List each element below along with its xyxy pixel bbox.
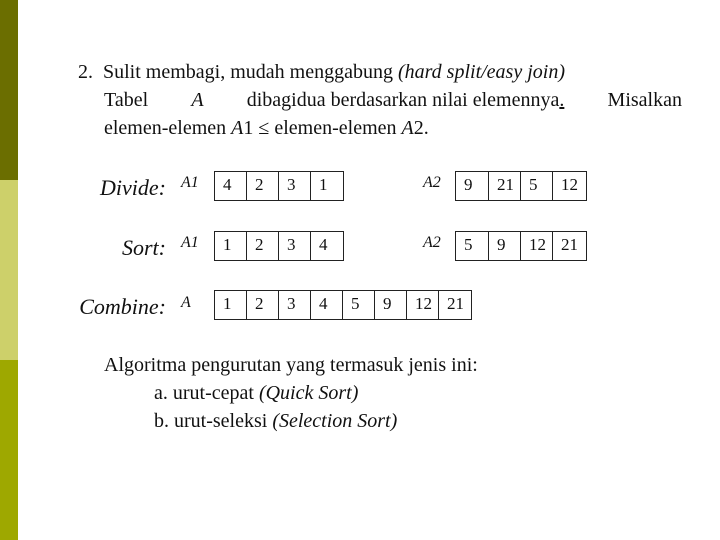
table-cell: 1 — [215, 291, 247, 319]
sort-left-name: A1 — [181, 234, 199, 251]
sort-label: Sort: — [122, 235, 166, 260]
table-cell: 5 — [521, 172, 553, 200]
table-cell: 21 — [561, 235, 578, 254]
algo-title: Algoritma pengurutan yang termasuk jenis ini: — [104, 354, 478, 376]
algo-a-text: a. urut-cepat — [154, 382, 254, 404]
desc2-a: elemen-elemen — [104, 117, 227, 139]
desc-body: dibagidua berdasarkan nilai elemennya — [246, 89, 560, 111]
table-cell: 5 — [456, 232, 489, 260]
decor-bar-bottom — [0, 360, 18, 540]
combine-label: Combine: — [79, 294, 166, 319]
table-cell: 21 — [447, 294, 464, 313]
table-cell: 2 — [247, 172, 279, 200]
algo-item-a — [154, 381, 358, 405]
desc2-var2: A — [401, 117, 414, 139]
desc-misalkan: Misalkan — [607, 89, 682, 111]
divide-label: Divide: — [100, 175, 166, 200]
divide-left-name: A1 — [181, 174, 199, 191]
table-cell: 5 — [343, 291, 375, 319]
sort-right-table — [455, 231, 587, 261]
desc-var-a: A — [191, 89, 204, 111]
sort-right-name: A2 — [423, 234, 441, 251]
divide-right-table — [455, 171, 587, 201]
table-cell: 12 — [521, 232, 553, 260]
decor-bar-top — [0, 0, 18, 180]
table-cell: 9 — [375, 291, 407, 319]
heading-main: Sulit membagi, mudah menggabung — [103, 61, 393, 83]
table-cell: 9 — [456, 172, 489, 200]
description-line-1 — [104, 88, 682, 112]
heading-line — [78, 60, 565, 84]
algo-b-paren: (Selection Sort) — [272, 410, 398, 432]
table-cell: 1 — [215, 232, 247, 260]
table-cell: 12 — [561, 175, 578, 194]
combine-name: A — [181, 294, 191, 311]
decor-bar-middle — [0, 180, 18, 360]
table-cell: 4 — [319, 235, 328, 254]
combine-table — [214, 290, 472, 320]
algo-a-paren: (Quick Sort) — [258, 382, 359, 404]
table-cell: 9 — [489, 232, 521, 260]
table-cell: 12 — [407, 291, 439, 319]
table-cell: 2 — [247, 232, 279, 260]
table-cell: 4 — [215, 172, 247, 200]
table-cell: 2 — [247, 291, 279, 319]
algo-b-text: b. urut-seleksi — [154, 410, 268, 432]
desc2-n1: 1 ≤ elemen-elemen — [243, 117, 397, 139]
desc-dot: . — [559, 89, 565, 111]
desc2-n2: 2. — [413, 117, 429, 139]
table-cell: 21 — [489, 172, 521, 200]
algo-item-b — [154, 409, 397, 433]
divide-right-name: A2 — [423, 174, 441, 191]
table-cell: 3 — [279, 172, 311, 200]
heading-number: 2. — [78, 61, 93, 83]
table-cell: 3 — [279, 232, 311, 260]
sort-left-table — [214, 231, 344, 261]
desc-tabel: Tabel — [104, 89, 149, 111]
table-cell: 3 — [279, 291, 311, 319]
divide-left-table — [214, 171, 344, 201]
table-cell: 4 — [311, 291, 343, 319]
table-cell: 1 — [319, 175, 328, 194]
description-line-2 — [104, 116, 429, 140]
heading-paren: (hard split/easy join) — [397, 61, 565, 83]
desc2-var1: A — [231, 117, 244, 139]
desc-text — [247, 88, 565, 112]
